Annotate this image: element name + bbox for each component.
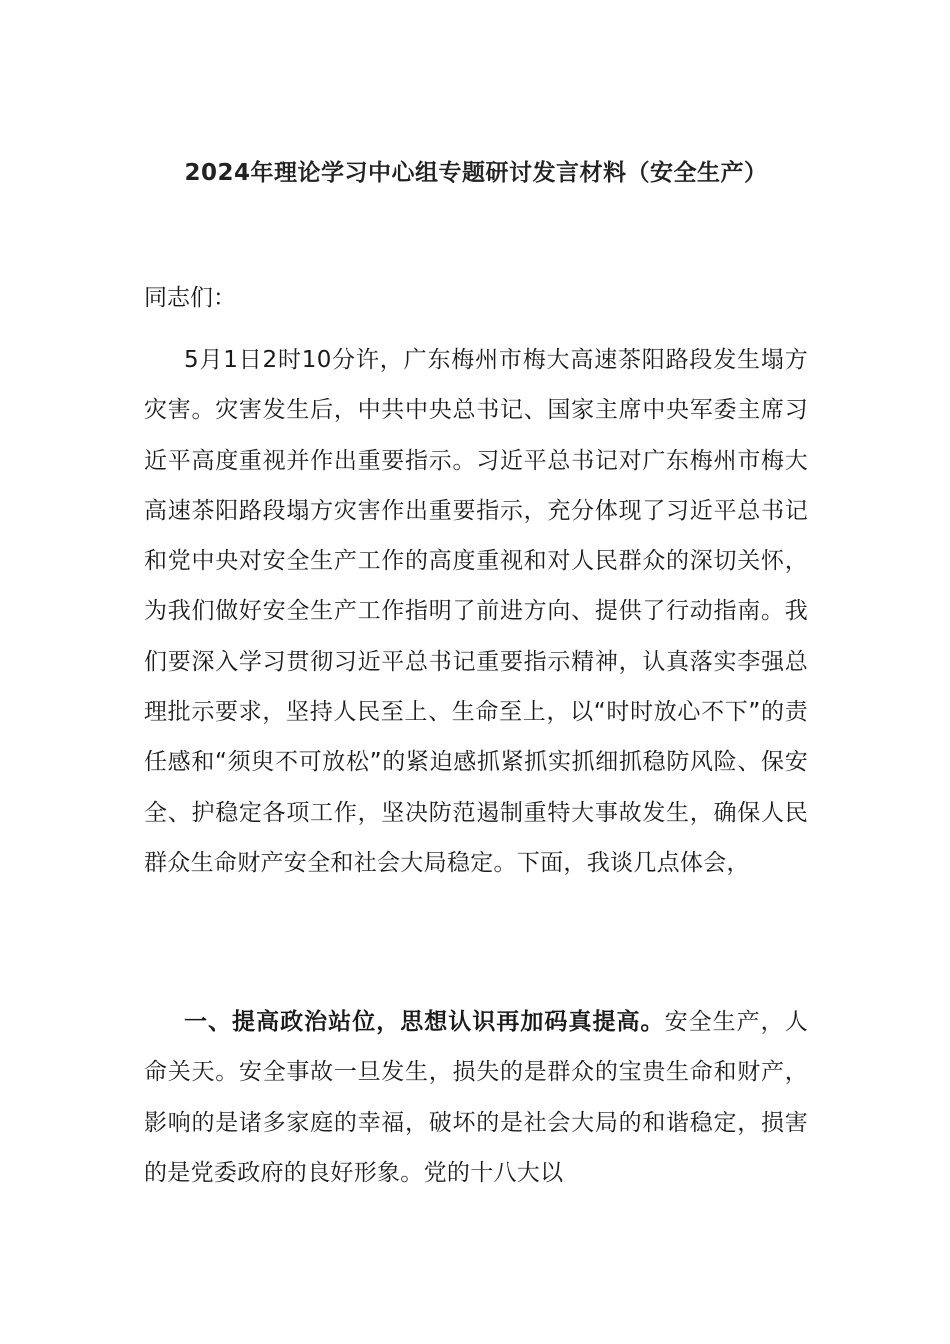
body-paragraph <box>144 335 808 888</box>
document-title: 2024年理论学习中心组专题研讨发言材料（安全生产） <box>184 160 768 186</box>
paragraph-text: 安全生产，人命关天。安全事故一旦发生，损失的是群众的宝贵生命和财产，影响的是诸多家庭的幸福，破坏的是社会大局的和谐稳定，损害的是党委政府的良好形象。党的十八大以 <box>144 1009 809 1186</box>
salutation: 同志们： <box>144 285 236 311</box>
paragraph-text: 5月1日2时10分许，广东梅州市梅大高速茶阳路段发生塌方灾害。灾害发生后，中共中央总书记、国家主席中央军委主席习近平高度重视并作出重要指示。习近平总书记对广东梅州市梅大高速茶阳路段塌方灾害作出重要指示，充分体现了习近平总书记和党中央对安全生产工作的高度重视和对人民群众的深切关怀，为我们做好安全生产工作指明了前进方向、提供了行动指南。我们要深入学习贯彻习近平总书记重要指示精神，认真落实李强总理批示要求，坚持人民至上、生命至上，以“时时放心不下”的责任感和“须臾不可放松”的紧迫感抓紧抓实抓细抓稳防风险、保安全、护稳定各项工作，坚决防范遏制重特大事故发生，确保人民群众生命财产安全和社会大局稳定。下面，我谈几点体会， <box>144 347 808 876</box>
body-paragraph <box>144 997 808 1198</box>
section-heading: 一、提高政治站位，思想认识再加码真提高。 <box>184 1009 665 1035</box>
